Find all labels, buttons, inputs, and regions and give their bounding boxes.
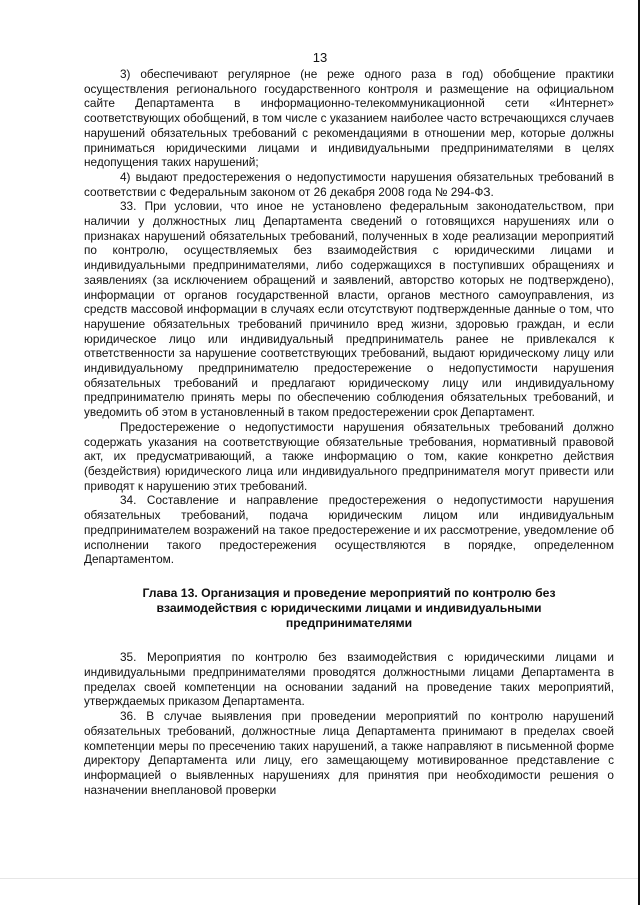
page-bottom-margin (0, 878, 640, 906)
paragraph-clause-34: 34. Составление и направление предостережения о недопустимости нарушения обязательных требований, подача юридическим лицом или индивидуальным предпринимателем возражений на такое предостережение и их рассмотрение, уведомление об исполнении такого предостережения осуществляются в порядке, определенном Департаментом. (84, 493, 614, 567)
paragraph-warning-content: Предостережение о недопустимости нарушения обязательных требований должно содержать указания на соответствующие обязательные требования, нормативный правовой акт, их предусматривающий, а также информацию о том, какие конкретно действия (бездействия) юридического лица или индивидуального предпринимателя могут привести или приводят к нарушению этих требований. (84, 419, 614, 493)
page-number: 13 (312, 50, 328, 65)
document-body (84, 67, 614, 797)
paragraph-clause-36: 36. В случае выявления при проведении мероприятий по контролю нарушений обязательных требований, должностные лица Департамента принимают в пределах своей компетенции меры по пресечению таких нарушений, а также направляют в письменной форме директору Департамента или лицу, его замещающему мотивированное представление с информацией о выявленных нарушениях для принятия при необходимости решения о назначении внеплановой проверки (84, 709, 614, 797)
chapter-heading: Глава 13. Организация и проведение мероприятий по контролю без взаимодействия с юридическими лицами и индивидуальными предпринимателями (142, 585, 556, 630)
paragraph-clause-33: 33. При условии, что иное не установлено федеральным законодательством, при наличии у должностных лиц Департамента сведений о готовящихся нарушениях или о признаках нарушений обязательных требований, полученных в ходе реализации мероприятий по контролю, осуществляемых без взаимодействия с юридическими лицами и индивидуальными предпринимателями, либо содержащихся в поступивших обращениях и заявлениях (за исключением обращений и заявлений, авторство которых не подтверждено), информации от органов государственной власти, органов местного самоуправления, из средств массовой информации в случаях если отсутствуют подтвержденные данные о том, что нарушение обязательных требований причинило вред жизни, здоровью граждан, и если юридическое лицо или индивидуальный предприниматель ранее не привлекался к ответственности за нарушение соответствующих требований, выдают юридическому лицу или индивидуальному предпринимателю предостережение о недопустимости нарушения обязательных требований и предлагают юридическому лицу или индивидуальному предпринимателю принять меры по обеспечению соблюдения обязательных требований, и уведомить об этом в установленный в таком предостережении срок Департамент. (84, 199, 614, 420)
paragraph-item-4: 4) выдают предостережения о недопустимости нарушения обязательных требований в соответствии с Федеральным законом от 26 декабря 2008 года № 294-ФЗ. (84, 169, 614, 199)
paragraph-clause-35: 35. Мероприятия по контролю без взаимодействия с юридическими лицами и индивидуальными предпринимателями проводятся должностными лицами Департамента в пределах своей компетенции на основании заданий на проведение таких мероприятий, утверждаемых приказом Департамента. (84, 650, 614, 709)
paragraph-item-3: 3) обеспечивают регулярное (не реже одного раза в год) обобщение практики осуществления регионального государственного контроля и размещение на официальном сайте Департамента в информационно-телекоммуникационной сети «Интернет» соответствующих обобщений, в том числе с указанием наиболее часто встречающихся случаев нарушений обязательных требований с рекомендациями в отношении мер, которые должны приниматься юридическими лицами и индивидуальными предпринимателями в целях недопущения таких нарушений; (84, 67, 614, 170)
